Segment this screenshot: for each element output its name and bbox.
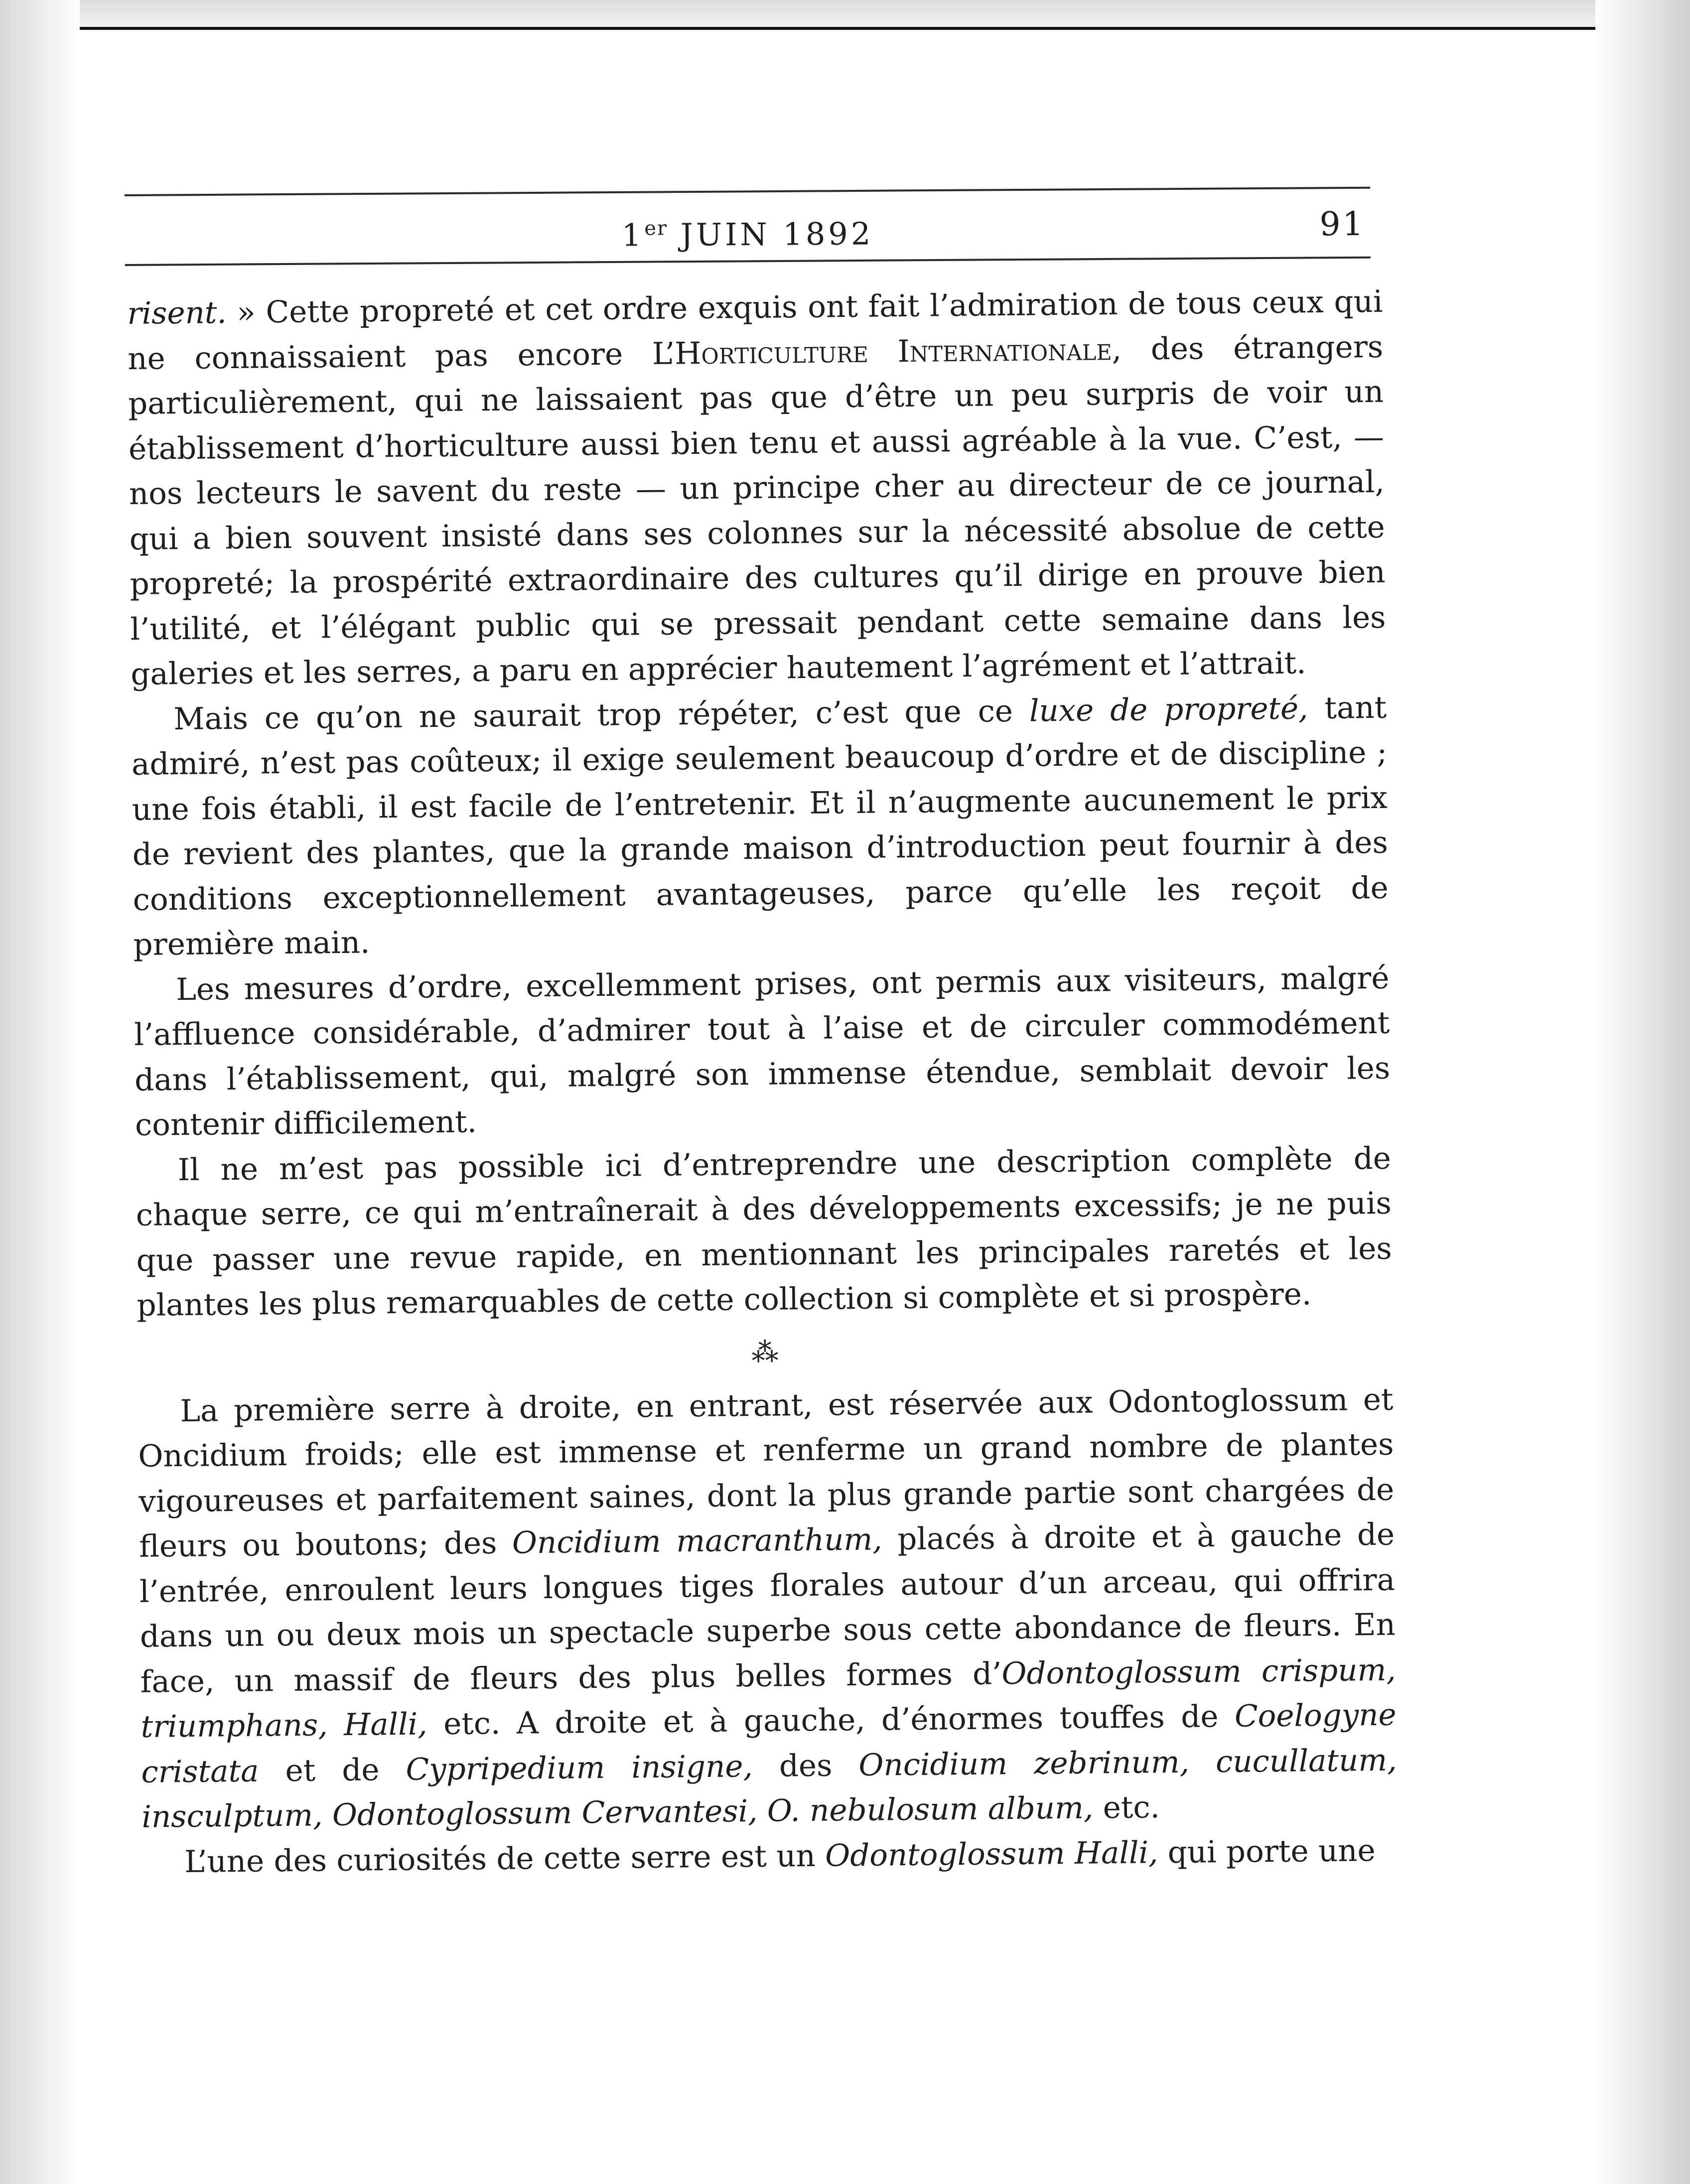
italic-text: Cypripedium insigne, xyxy=(406,1748,753,1787)
text-run: Il ne m’est pas possible ici d’entreprendre une description complète de chaque serre, ce qui m’entraînerait à des développements excessifs; je ne puis que passer une revue rapide, en mentionnant les principales raretés et les plantes les plus remarquables de cette collection si complète et si prospère. xyxy=(136,1140,1392,1323)
italic-text: Odontoglossum Halli, xyxy=(825,1834,1158,1874)
paragraph xyxy=(136,1136,1393,1328)
scan-background-left xyxy=(0,0,80,2184)
italic-text: luxe de propreté, xyxy=(1029,690,1308,729)
text-run: La première serre à droite, en entrant, est réservée aux Odontoglossum et Oncidium froids; elle est immense et renferme un grand nombre de plantes vigoureuses et parfaitement saines, dont la plus grande partie sont chargées de fleurs ou boutons; des xyxy=(138,1381,1395,1564)
text-run: etc. A droite et à gauche, d’énormes touffes de xyxy=(427,1698,1235,1742)
text-run: des xyxy=(752,1747,859,1784)
header-date xyxy=(125,202,1371,261)
paragraph xyxy=(134,956,1391,1148)
header-date-superscript: er xyxy=(644,217,668,240)
header-date-day: 1 xyxy=(621,217,645,254)
text-run: » Cette propreté et cet ordre exquis ont fait l’admiration de tous ceux qui ne connaissaient pas encore xyxy=(127,283,1383,377)
page-number: 91 xyxy=(1319,204,1366,244)
italic-text: Coelogyne cristata xyxy=(141,1697,1397,1790)
text-run: , des étrangers particulièrement, qui ne laissaient pas que d’être un peu surpris de voir un établissement d’horticulture aussi bien tenu et aussi agréable à la vue. C’est, — nos lecteurs le savent du reste — un principe cher au directeur de ce journal, qui a bien souvent insisté dans ses colonnes sur la nécessité absolue de cette propreté; la prospérité extraordinaire des cultures qu’il dirige en prouve bien l’utilité, et l’élégant public qui se pressait pendant cette semaine dans les galeries et les serres, a paru en apprécier hautement l’agrément et l’attrait. xyxy=(128,329,1386,692)
text-run: et de xyxy=(259,1752,406,1789)
scan-top-border xyxy=(80,27,1595,30)
paragraph xyxy=(138,1377,1398,1840)
text-run: placés à droite et à gauche de l’entrée, enroulent leurs longues tiges florales autour d’un arceau, qui offrira dans un ou deux mois un spectacle superbe sous cette abondance de fleurs. En face, un massif de fleurs des plus belles formes d’ xyxy=(139,1516,1396,1700)
running-header xyxy=(125,187,1371,284)
italic-text: Oncidium macranthum, xyxy=(512,1521,883,1561)
text-run: tant admiré, n’est pas coûteux; il exige seulement beaucoup d’ordre et de discipline ; une fois établi, il est facile de l’entretenir. Et il n’augmente aucunement le prix de revient des plantes, que la grande maison d’introduction peut fournir à des conditions exceptionnellement avantageuses, parce qu’elle les reçoit de première main. xyxy=(131,689,1389,962)
text-run: Les mesures d’ordre, excellemment prises, ont permis aux visiteurs, malgré l’affluence considérable, d’admirer tout à l’aise et de circuler commodément dans l’établissement, qui, malgré son immense étendue, semblait devoir les contenir difficilement. xyxy=(134,960,1391,1143)
section-asterism: ⁂ xyxy=(751,1336,779,1368)
italic-text: risent. xyxy=(127,295,227,331)
text-run: Mais ce qu’on ne saurait trop répéter, c’est que ce xyxy=(173,693,1030,737)
italic-text: Oncidium zebrinum, cucullatum, insculptum, Odontoglossum Cervantesi, O. nebulosum album, xyxy=(141,1742,1397,1835)
header-date-month-year: JUIN 1892 xyxy=(680,215,874,253)
text-run: L’une des curiosités de cette serre est un xyxy=(184,1838,826,1880)
text-run: qui porte une xyxy=(1157,1832,1376,1870)
scan-background-right xyxy=(1595,0,1690,2184)
paragraph xyxy=(131,685,1389,967)
body-text xyxy=(127,279,1398,1885)
smallcaps-text: L’Horticulture Internationale xyxy=(652,331,1112,372)
text-run: etc. xyxy=(1093,1789,1160,1826)
italic-text: Odontoglossum crispum, triumphans, Halli, xyxy=(141,1652,1397,1745)
paragraph xyxy=(127,279,1387,697)
scan-background-top xyxy=(0,0,1690,30)
